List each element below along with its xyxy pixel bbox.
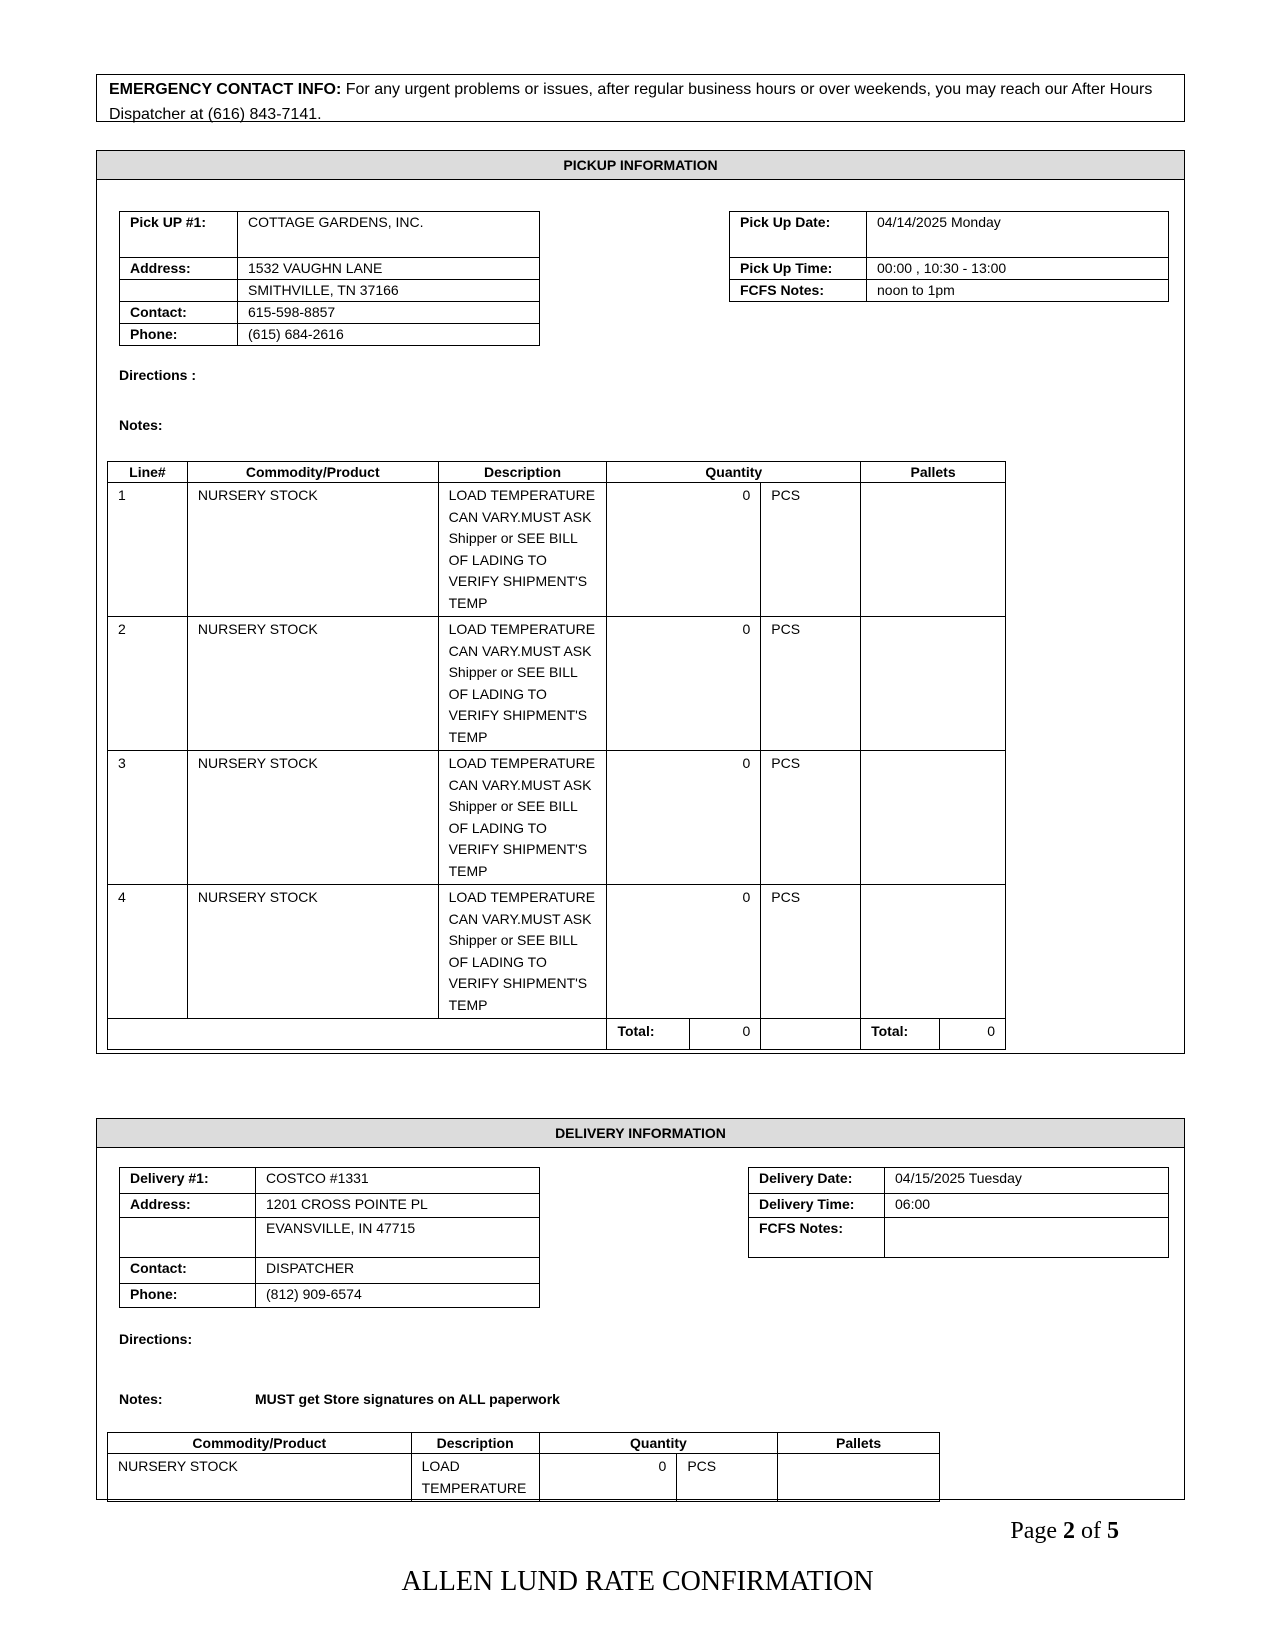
table-row bbox=[108, 885, 1006, 1019]
delivery-schedule-table bbox=[748, 1167, 1169, 1258]
delivery-name: COSTCO #1331 bbox=[256, 1168, 540, 1194]
pickup-directions-label: Directions : bbox=[119, 367, 197, 383]
item-description: LOAD TEMPERATURE CAN VARY.MUST ASK Shipper or SEE BILL OF LADING TO VERIFY SHIPMENT'S TEMP bbox=[438, 617, 607, 751]
delivery-contact: DISPATCHER bbox=[256, 1258, 540, 1284]
delivery-date: 04/15/2025 Tuesday bbox=[885, 1168, 1169, 1194]
delivery-fcfs-label: FCFS Notes: bbox=[749, 1218, 885, 1258]
delivery-notes-label: Notes: bbox=[119, 1391, 163, 1407]
delivery-items-table bbox=[107, 1432, 940, 1502]
delivery-time: 06:00 bbox=[885, 1194, 1169, 1218]
pickup-phone: (615) 684-2616 bbox=[238, 324, 540, 346]
pickup-contact: 615-598-8857 bbox=[238, 302, 540, 324]
table-row bbox=[108, 1454, 940, 1502]
item-commodity: NURSERY STOCK bbox=[187, 885, 438, 1019]
col-commodity: Commodity/Product bbox=[187, 462, 438, 483]
delivery-col-quantity: Quantity bbox=[539, 1433, 778, 1454]
delivery-time-label: Delivery Time: bbox=[749, 1194, 885, 1218]
pickup-address-line2: SMITHVILLE, TN 37166 bbox=[238, 280, 540, 302]
col-description: Description bbox=[438, 462, 607, 483]
page-number bbox=[1010, 1518, 1119, 1545]
col-quantity: Quantity bbox=[607, 462, 861, 483]
item-unit: PCS bbox=[761, 751, 861, 885]
col-line: Line# bbox=[108, 462, 188, 483]
item-unit: PCS bbox=[761, 617, 861, 751]
delivery-header: DELIVERY INFORMATION bbox=[97, 1119, 1184, 1148]
item-pallets bbox=[861, 885, 1006, 1019]
emergency-contact-box bbox=[96, 74, 1185, 122]
delivery-col-description: Description bbox=[411, 1433, 539, 1454]
delivery-address-label: Address: bbox=[120, 1194, 256, 1218]
pickup-section bbox=[96, 150, 1185, 1054]
pickup-location-table bbox=[119, 211, 540, 346]
delivery-section bbox=[96, 1118, 1185, 1500]
pickup-header: PICKUP INFORMATION bbox=[97, 151, 1184, 180]
item-line: 3 bbox=[108, 751, 188, 885]
delivery-directions-label: Directions: bbox=[119, 1331, 193, 1347]
delivery-phone-label: Phone: bbox=[120, 1284, 256, 1308]
totals-row bbox=[108, 1019, 1006, 1050]
delivery-contact-label: Contact: bbox=[120, 1258, 256, 1284]
pickup-time-label: Pick Up Time: bbox=[730, 258, 867, 280]
delivery-item-commodity: NURSERY STOCK bbox=[108, 1454, 412, 1502]
page-prefix: Page bbox=[1010, 1518, 1057, 1544]
pickup-time: 00:00 , 10:30 - 13:00 bbox=[867, 258, 1169, 280]
pickup-date-label: Pick Up Date: bbox=[730, 212, 867, 258]
item-unit: PCS bbox=[761, 483, 861, 617]
delivery-item-unit: PCS bbox=[677, 1454, 778, 1502]
delivery-item-pallets bbox=[778, 1454, 940, 1502]
emergency-text: For any urgent problems or issues, after regular business hours or over weekends, you may reach our After Hours Dispatcher at (616) 843-7141. bbox=[109, 81, 1153, 123]
delivery-fcfs bbox=[885, 1218, 1169, 1258]
delivery-date-label: Delivery Date: bbox=[749, 1168, 885, 1194]
item-description: LOAD TEMPERATURE CAN VARY.MUST ASK Shipper or SEE BILL OF LADING TO VERIFY SHIPMENT'S TEMP bbox=[438, 751, 607, 885]
pickup-address-label: Address: bbox=[120, 258, 238, 280]
table-row bbox=[108, 751, 1006, 885]
table-row bbox=[108, 617, 1006, 751]
item-quantity: 0 bbox=[607, 483, 761, 617]
item-commodity: NURSERY STOCK bbox=[187, 483, 438, 617]
delivery-col-commodity: Commodity/Product bbox=[108, 1433, 412, 1454]
pickup-items-table bbox=[107, 461, 1006, 1050]
pickup-contact-label: Contact: bbox=[120, 302, 238, 324]
delivery-item-quantity: 0 bbox=[539, 1454, 677, 1502]
pickup-address-line1: 1532 VAUGHN LANE bbox=[238, 258, 540, 280]
item-description: LOAD TEMPERATURE CAN VARY.MUST ASK Shipper or SEE BILL OF LADING TO VERIFY SHIPMENT'S TEMP bbox=[438, 885, 607, 1019]
pickup-fcfs-label: FCFS Notes: bbox=[730, 280, 867, 302]
item-line: 1 bbox=[108, 483, 188, 617]
item-description: LOAD TEMPERATURE CAN VARY.MUST ASK Shipper or SEE BILL OF LADING TO VERIFY SHIPMENT'S TEMP bbox=[438, 483, 607, 617]
pickup-date: 04/14/2025 Monday bbox=[867, 212, 1169, 258]
page-of: of bbox=[1081, 1518, 1101, 1544]
item-quantity: 0 bbox=[607, 751, 761, 885]
document-footer-title: ALLEN LUND RATE CONFIRMATION bbox=[401, 1566, 874, 1597]
delivery-location-table bbox=[119, 1167, 540, 1308]
item-commodity: NURSERY STOCK bbox=[187, 617, 438, 751]
total-qty: 0 bbox=[690, 1019, 761, 1050]
delivery-phone: (812) 909-6574 bbox=[256, 1284, 540, 1308]
pickup-name: COTTAGE GARDENS, INC. bbox=[238, 212, 540, 258]
item-commodity: NURSERY STOCK bbox=[187, 751, 438, 885]
delivery-notes-text: MUST get Store signatures on ALL paperwork bbox=[255, 1391, 560, 1407]
delivery-col-pallets: Pallets bbox=[778, 1433, 940, 1454]
page-current: 2 bbox=[1063, 1518, 1075, 1544]
pickup-phone-label: Phone: bbox=[120, 324, 238, 346]
total-pallets: 0 bbox=[940, 1019, 1006, 1050]
item-quantity: 0 bbox=[607, 885, 761, 1019]
item-pallets bbox=[861, 751, 1006, 885]
item-unit: PCS bbox=[761, 885, 861, 1019]
emergency-label: EMERGENCY CONTACT INFO: bbox=[109, 81, 342, 98]
pickup-schedule-table bbox=[729, 211, 1169, 302]
item-line: 4 bbox=[108, 885, 188, 1019]
col-pallets: Pallets bbox=[861, 462, 1006, 483]
delivery-number-label: Delivery #1: bbox=[120, 1168, 256, 1194]
item-pallets bbox=[861, 483, 1006, 617]
delivery-item-description: LOAD TEMPERATURE bbox=[411, 1454, 539, 1502]
table-row bbox=[108, 483, 1006, 617]
item-line: 2 bbox=[108, 617, 188, 751]
total-qty-label: Total: bbox=[607, 1019, 690, 1050]
page-total: 5 bbox=[1107, 1518, 1119, 1544]
item-quantity: 0 bbox=[607, 617, 761, 751]
delivery-address-line1: 1201 CROSS POINTE PL bbox=[256, 1194, 540, 1218]
pickup-fcfs: noon to 1pm bbox=[867, 280, 1169, 302]
pickup-number-label: Pick UP #1: bbox=[120, 212, 238, 258]
pickup-notes-label: Notes: bbox=[119, 417, 163, 433]
item-pallets bbox=[861, 617, 1006, 751]
delivery-address-line2: EVANSVILLE, IN 47715 bbox=[256, 1218, 540, 1258]
total-pallets-label: Total: bbox=[861, 1019, 940, 1050]
